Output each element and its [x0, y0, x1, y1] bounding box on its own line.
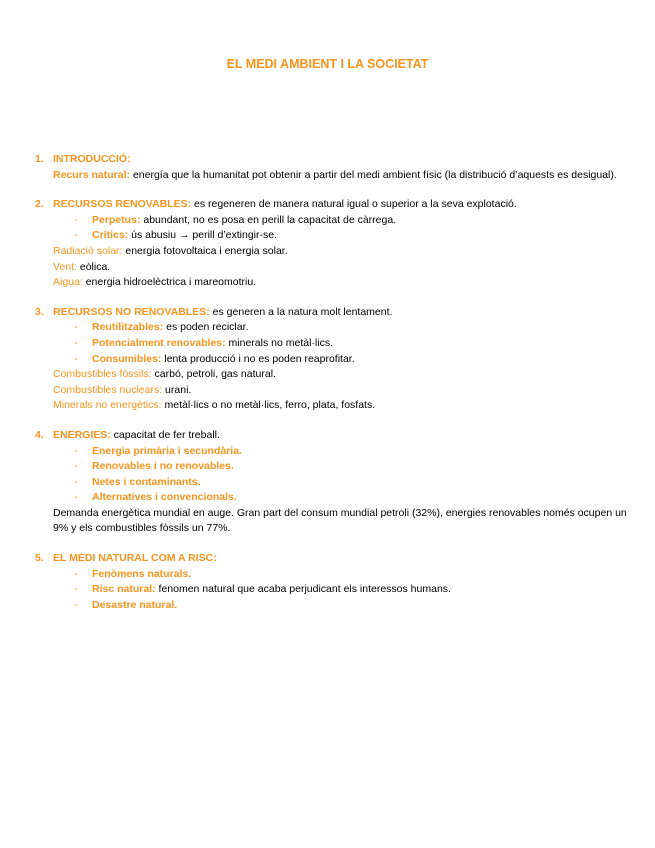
extra-line	[35, 383, 635, 399]
term-label: Potencialment renovables:	[92, 336, 226, 349]
section-number: 4.	[35, 428, 44, 441]
term-text: es poden reciclar.	[163, 321, 249, 334]
dash-bullet: -	[74, 567, 78, 580]
term-label: Recurs natural:	[53, 168, 131, 181]
term-label: Combustibles nuclears:	[53, 383, 163, 396]
term-label: Netes i contaminants.	[92, 475, 201, 488]
term-label: Combustibles fòssils:	[53, 368, 152, 381]
term-text: urani.	[162, 383, 192, 396]
section-medi-natural-risc	[35, 551, 635, 613]
section-title: EL MEDI NATURAL COM A RISC:	[53, 552, 217, 565]
section-introduccio	[35, 152, 635, 183]
term-label: Radiació solar:	[53, 244, 123, 257]
term-label: Alternatives i convencionals.	[92, 491, 237, 504]
extra-line	[35, 275, 635, 291]
term-label: Fenòmens naturals.	[92, 567, 192, 580]
dash-bullet: -	[74, 336, 78, 349]
section-title: RECURSOS NO RENOVABLES:	[53, 305, 210, 318]
term-text: energia fotovoltaica i energia solar.	[122, 244, 288, 257]
list-item	[35, 444, 635, 460]
dash-bullet: -	[74, 321, 78, 334]
extra-line	[35, 367, 635, 383]
definition-line	[35, 168, 635, 184]
term-label: Minerals no energètics:	[53, 399, 162, 412]
page-title: EL MEDI AMBIENT I LA SOCIETAT	[226, 57, 429, 71]
term-label: Vent:	[53, 260, 77, 273]
term-label: Consumibles:	[92, 352, 162, 365]
dash-bullet: -	[74, 583, 78, 596]
section-heading	[35, 428, 635, 444]
section-title: RECURSOS RENOVABLES:	[53, 198, 192, 211]
term-label: Perpetus:	[92, 213, 141, 226]
document-body	[35, 152, 635, 627]
list-item	[35, 490, 635, 506]
term-text: energía que la humanitat pot obtenir a partir del medi ambient físic (la distribució d’aquests es desigual).	[130, 168, 617, 181]
extra-line	[35, 398, 635, 414]
paragraph: Demanda energètica mundial en auge. Gran part del consum mundial petroli (32%), energies renovables només ocupen un 9% y els combustibles fòssils un 77%.	[53, 506, 627, 535]
list-item	[35, 582, 635, 598]
term-text: minerals no metàl·lics.	[225, 336, 333, 349]
list-item	[35, 459, 635, 475]
dash-bullet: -	[74, 491, 78, 504]
term-label: Aigua:	[53, 276, 83, 289]
term-label: Desastre natural.	[92, 598, 178, 611]
section-description: capacitat de fer treball.	[110, 428, 220, 441]
dash-bullet: -	[74, 475, 78, 488]
section-recursos-renovables	[35, 197, 635, 291]
dash-bullet: -	[74, 598, 78, 611]
term-text: ús abusiu → perill d’extingir-se.	[128, 229, 278, 242]
term-label: Crítics:	[92, 229, 129, 242]
list-item	[35, 213, 635, 229]
list-item	[35, 598, 635, 614]
section-energies	[35, 428, 635, 537]
extra-line	[35, 244, 635, 260]
extra-line	[35, 260, 635, 276]
list-item	[35, 336, 635, 352]
dash-bullet: -	[74, 213, 78, 226]
list-item	[35, 228, 635, 244]
dash-bullet: -	[74, 444, 78, 457]
list-item	[35, 475, 635, 491]
term-text: metàl·lics o no metàl·lics, ferro, plata, fosfats.	[161, 399, 376, 412]
section-number: 5.	[35, 552, 44, 565]
term-text: abundant, no es posa en perill la capacitat de càrrega.	[140, 213, 397, 226]
section-number: 1.	[35, 153, 44, 165]
term-label: Renovables i no renovables.	[92, 460, 234, 473]
section-description: es regeneren de manera natural igual o superior a la seva explotació.	[191, 198, 517, 211]
section-heading	[35, 551, 635, 567]
section-title: ENERGIES:	[53, 428, 111, 441]
section-number: 3.	[35, 305, 44, 318]
term-text: lenta producció i no es poden reaprofitar.	[161, 352, 355, 365]
section-number: 2.	[35, 198, 44, 211]
term-text: fenomen natural que acaba perjudicant els interessos humans.	[155, 583, 451, 596]
term-text: eòlica.	[76, 260, 111, 273]
section-heading	[35, 305, 635, 321]
dash-bullet: -	[74, 352, 78, 365]
section-recursos-no-renovables	[35, 305, 635, 414]
term-text: energia hidroelèctrica i mareomotriu.	[82, 276, 257, 289]
list-item	[35, 567, 635, 583]
term-text: carbó, petroli, gas natural.	[151, 368, 276, 381]
term-label: Energia primària i secundària.	[92, 444, 242, 457]
section-heading	[35, 152, 635, 168]
list-item	[35, 352, 635, 368]
dash-bullet: -	[74, 460, 78, 473]
term-label: Risc natural:	[92, 583, 156, 596]
section-description: es generen a la natura molt lentament.	[209, 305, 393, 318]
section-heading	[35, 197, 635, 213]
dash-bullet: -	[74, 229, 78, 242]
term-label: Reutilitzables:	[92, 321, 164, 334]
section-title: INTRODUCCIÓ:	[53, 153, 131, 165]
list-item	[35, 320, 635, 336]
